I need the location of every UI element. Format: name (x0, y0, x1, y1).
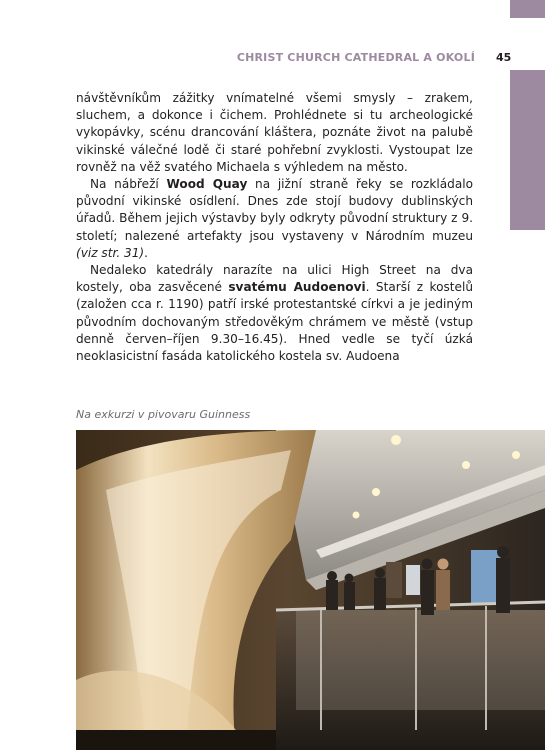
running-head: CHRIST CHURCH CATHEDRAL A OKOLÍ (236, 51, 475, 64)
photo-caption: Na exkurzi v pivovaru Guinness (76, 408, 251, 421)
text-run: na jižní straně řeky se rozkládalo původní vikinské osídlení. Dnes zde stojí budovy dublinských úřadů. Během jejich výstavby byly odkryty původní struktury z 9. století; nalezené artefakty jsou vystaveny v Národním muzeu (76, 177, 473, 243)
paragraph-1 (76, 90, 473, 176)
section-tab-side (510, 70, 545, 230)
section-tab-top (510, 0, 545, 18)
text-run: . Starší z kostelů (založen cca r. 1190) patří irské protestantské církvi a je jediným původním dochovaným středověkým chrámem ve městě (vstup denně červen–říjen 9.30–16.45). Hned vedle se tyčí úzká neoklasicistní fasáda katolického kostela sv. Audoena (76, 280, 473, 364)
italic-reference: (viz str. 31) (76, 245, 145, 260)
text-run: návštěvníkům zážitky vnímatelné všemi smysly – zrakem, sluchem, a dokonce i čichem. Prohlédnete si tu archeologické vykopávky, scénu drancování kláštera, poznáte život na palubě vikinské válečné lodě či staré pohřební zvyklosti. Vystoupat lze rovněž na věž svatého Michaela s výhledem na město. (76, 91, 473, 174)
text-run: . (144, 245, 148, 260)
guinness-photo (76, 430, 545, 750)
body-text (76, 90, 473, 365)
bold-term: svatému Audoenovi (228, 280, 366, 295)
paragraph-3 (76, 262, 473, 365)
guinness-photo-illustration (76, 430, 545, 750)
page-number: 45 (496, 51, 512, 64)
text-run: Na nábřeží (90, 177, 167, 192)
text-run: Nedaleko katedrály narazíte na ulici High Street na dva kostely, oba zasvěcené (76, 263, 473, 295)
bold-term: Wood Quay (166, 177, 248, 192)
paragraph-2 (76, 176, 473, 262)
